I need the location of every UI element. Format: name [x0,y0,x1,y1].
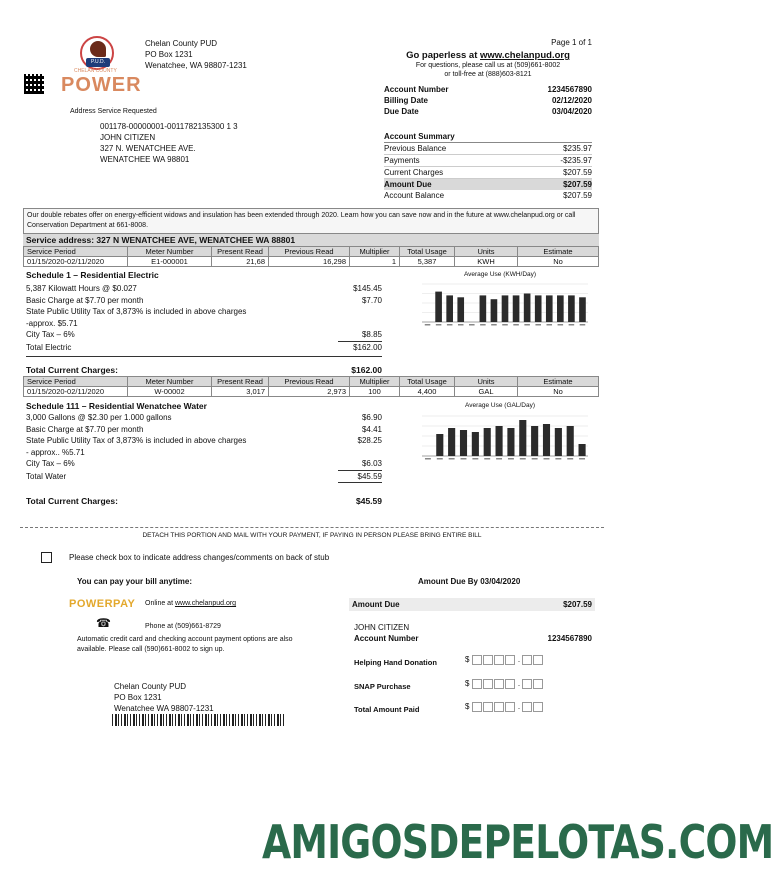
cell: 01/15/2020-02/11/2020 [24,387,128,397]
paperless-link[interactable]: www.chelanpud.org [480,50,570,61]
charge-line [26,283,382,295]
charge-label: 3,000 Gallons @ $2.30 per 1.000 gallons [26,413,172,422]
water-total [26,496,382,506]
summary-label: Previous Balance [384,144,447,153]
page-number: Page 1 of 1 [551,38,592,47]
chart-tick-mark [458,324,464,326]
chart-bar [484,428,491,456]
charge-label: - approx.. %5.71 [26,447,85,457]
pud-logo [80,36,114,70]
summary-value: $235.97 [563,144,592,153]
col-multiplier: Multiplier [350,247,400,257]
remit-name: Chelan County PUD [114,682,187,691]
remit-city: Wenatchee WA 98807-1231 [114,704,214,713]
cell: No [518,257,599,267]
qr-code-icon [24,74,44,94]
currency-symbol: $ [465,679,470,689]
chart-bar [457,297,464,322]
chart-bar [567,426,574,456]
chart-tick-mark [569,324,575,326]
phone-icon: ☎ [96,616,111,630]
chart-bar [446,295,453,322]
cell: 16,298 [269,257,350,267]
water-total-value: $45.59 [356,496,382,506]
charge-line [26,306,382,318]
col-meter-number: Meter Number [128,247,212,257]
chart-tick-mark [567,458,573,460]
cell: 1 [350,257,400,267]
charge-label: 5,387 Kilowatt Hours @ $0.027 [26,284,137,293]
cell: No [518,387,599,397]
chart-tick-mark [502,324,508,326]
col-present-read: Present Read [212,247,269,257]
charge-label: State Public Utility Tax of 3,873% is included in above charges [26,436,247,445]
charge-line [26,318,382,330]
chart-tick-mark [544,458,550,460]
chart-bar [435,292,442,322]
snap-field[interactable]: $ . [465,679,544,689]
cell: E1-000001 [128,257,212,267]
stub-customer-name: JOHN CITIZEN [354,623,410,632]
stub-account-number: 1234567890 [547,634,592,643]
summary-label: Account Balance [384,191,445,200]
chart-bar [568,295,575,322]
chart-bar [502,295,509,322]
chart-tick-mark [425,324,431,326]
online-pay [145,600,236,607]
rebate-notice: Our double rebates offer on energy-efficient widows and insulation has been extended through 2020. Learn how you can save now and in the future at www.chelanpud.org or call Conservation Department at 661-8008. [23,208,599,234]
chart-bar [513,295,520,322]
currency-symbol: $ [465,655,470,665]
stub-amount-due-value: $207.59 [563,600,592,609]
chart-bar [472,432,479,456]
water-meter-table [23,376,599,397]
charge-label: Total Water [26,471,67,481]
charge-label: State Public Utility Tax of 3,873% is included in above charges [26,307,247,316]
charge-line [26,471,382,484]
chart-tick-mark [491,324,497,326]
electric-usage-chart [410,280,590,330]
electric-charges [26,283,382,353]
service-address: Service address: 327 N WENATCHEE AVE, WENATCHEE WA 88801 [23,234,599,246]
chart-tick-mark [513,324,519,326]
electric-total-label: Total Current Charges: [26,365,118,375]
charge-value: $4.41 [361,424,382,434]
water-usage-chart [410,412,590,464]
summary-label: Payments [384,156,420,165]
tollfree-line: or toll-free at (888)603-8121 [444,71,532,78]
due-date: 03/04/2020 [551,107,592,116]
paperless-line [384,50,592,61]
chart-bar [579,297,586,322]
chart-tick-mark [436,324,442,326]
online-prefix: Online at [145,600,175,607]
cell: GAL [455,387,518,397]
water-chart-title: Average Use (GAL/Day) [465,402,535,409]
charge-label: City Tax – 6% [26,459,75,468]
chart-tick-mark [580,324,586,326]
utility-address1: PO Box 1231 [145,50,193,59]
amount-due-by: Amount Due By 03/04/2020 [418,577,521,586]
chart-tick-mark [579,458,585,460]
chart-tick-mark [480,324,486,326]
summary-label: Current Charges [384,168,444,177]
charge-line [26,447,382,459]
col-previous-read: Previous Read [269,247,350,257]
table-row [24,257,599,267]
chart-tick-mark [520,458,526,460]
chart-bar [480,295,487,322]
customer-city: WENATCHEE WA 98801 [100,155,190,164]
cell: KWH [455,257,518,267]
col-estimate: Estimate [518,247,599,257]
stub-account [354,634,592,643]
water-total-label: Total Current Charges: [26,496,118,506]
electric-meter-table [23,246,599,267]
watermark: AMIGOSDEPELOTAS.COM [262,815,773,869]
electric-total-value: $162.00 [351,365,382,375]
charge-value: $162.00 [353,342,382,352]
summary-row-amount-due [384,179,592,190]
charge-line [26,329,382,342]
cell: 3,017 [212,387,269,397]
address-change-checkbox[interactable] [41,552,52,563]
col-service-period: Service Period [24,377,128,387]
summary-label: Amount Due [384,180,432,189]
charge-value: $6.90 [361,413,382,422]
charge-value: $8.85 [338,329,382,342]
customer-street: 327 N. WENATCHEE AVE. [100,144,196,153]
charge-label: Basic Charge at $7.70 per month [26,424,144,434]
chart-bar [507,428,514,456]
horse-icon [90,41,106,57]
chart-bar [531,426,538,456]
col-present-read: Present Read [212,377,269,387]
chart-tick-mark [425,458,431,460]
chart-bar [557,295,564,322]
summary-value: -$235.97 [560,156,592,165]
chart-tick-mark [535,324,541,326]
charge-label: -approx. $5.71 [26,318,78,328]
logo-small-text: CHELAN COUNTY [74,68,117,74]
col-service-period: Service Period [24,247,128,257]
chart-tick-mark [469,324,475,326]
checkbox-label: Please check box to indicate address changes/comments on back of stub [69,553,330,562]
chart-bar [436,434,443,456]
electric-schedule-title: Schedule 1 – Residential Electric [26,270,159,280]
col-multiplier: Multiplier [350,377,400,387]
cell: 2,973 [269,387,350,397]
logo-wordmark: POWER [61,74,142,96]
online-link[interactable]: www.chelanpud.org [174,600,237,607]
chart-tick-mark [555,458,561,460]
col-estimate: Estimate [518,377,599,387]
billing-date-label: Billing Date [384,96,429,105]
col-units: Units [455,247,518,257]
chart-tick-mark [558,324,564,326]
paperless-prefix: Go paperless at [406,50,480,61]
charge-line [26,424,382,436]
postal-barcode [112,714,284,726]
account-info [384,84,592,117]
charge-line [26,342,382,354]
currency-symbol: $ [465,702,470,712]
customer-code: 001178-00000001-0011782135300 1 3 [100,122,238,131]
chart-bar [546,295,553,322]
charge-line [26,458,382,471]
summary-row [384,143,592,155]
due-date-label: Due Date [384,107,419,116]
chart-tick-mark [449,458,455,460]
charge-line [26,295,382,307]
utility-address [145,38,247,71]
cell: 5,387 [400,257,455,267]
chart-tick-mark [461,458,467,460]
col-units: Units [455,377,518,387]
chart-tick-mark [484,458,490,460]
account-number-label: Account Number [384,85,449,94]
charge-label: Basic Charge at $7.70 per month [26,295,144,305]
col-previous-read: Previous Read [269,377,350,387]
logo-badge: P.U.D. [86,58,110,67]
remit-po: PO Box 1231 [114,693,162,702]
charge-value: $6.03 [338,458,382,471]
electric-chart-title: Average Use (KWH/Day) [463,271,537,278]
chart-tick-mark [437,458,443,460]
chart-tick-mark [472,458,478,460]
powerpay-logo: POWERPAY [69,598,136,610]
col-meter-number: Meter Number [128,377,212,387]
summary-row [384,190,592,201]
charge-value: $145.45 [353,284,382,293]
utility-name: Chelan County PUD [145,39,218,48]
helping-hand-label: Helping Hand Donation [354,658,437,667]
chart-bar [524,294,531,323]
chart-bar [519,420,526,456]
table-row [24,387,599,397]
summary-row [384,167,592,179]
stub-amount-due [349,598,595,611]
chart-bar [448,428,455,456]
water-schedule-title: Schedule 111 – Residential Wenatchee Water [26,401,207,411]
questions-line: For questions, please call us at (509)661-8002 [415,62,561,69]
cell: 4,400 [400,387,455,397]
helping-hand-field[interactable]: $ . [465,655,544,665]
service-requested: Address Service Requested [70,108,157,115]
snap-label: SNAP Purchase [354,682,411,691]
detach-line [20,527,604,528]
charge-line [26,435,382,447]
chart-tick-mark [447,324,453,326]
total-paid-label: Total Amount Paid [354,705,420,714]
pay-anytime: You can pay your bill anytime: [77,577,192,586]
cell: 100 [350,387,400,397]
charge-value: $45.59 [338,471,382,484]
account-summary-title: Account Summary [384,131,592,143]
col-total-usage: Total Usage [400,377,455,387]
charge-label: Total Electric [26,342,72,352]
chart-tick-mark [532,458,538,460]
account-number: 1234567890 [547,85,592,94]
cell: 21,68 [212,257,269,267]
remit-address [114,681,214,714]
divider [26,356,382,357]
billing-date: 02/12/2020 [551,96,592,105]
cell: W-00002 [128,387,212,397]
customer-address [100,121,238,165]
customer-name: JOHN CITIZEN [100,133,156,142]
electric-total [26,365,382,375]
chart-tick-mark [547,324,553,326]
col-total-usage: Total Usage [400,247,455,257]
utility-address2: Wenatchee, WA 98807-1231 [145,61,247,70]
phone-pay: Phone at (509)661-8729 [145,623,221,630]
chart-tick-mark [524,324,530,326]
total-paid-field[interactable]: $ . [465,702,544,712]
charge-value: $28.25 [357,436,382,445]
charge-value: $7.70 [361,295,382,305]
chart-bar [491,299,498,322]
summary-value: $207.59 [563,168,592,177]
cell: 01/15/2020-02/11/2020 [24,257,128,267]
chart-bar [496,426,503,456]
chart-tick-mark [496,458,502,460]
detach-instructions: DETACH THIS PORTION AND MAIL WITH YOUR PAYMENT, IF PAYING IN PERSON PLEASE BRING ENTIRE BILL [142,532,482,539]
chart-bar [460,430,467,456]
summary-value: $207.59 [563,180,592,189]
account-summary [384,131,592,201]
summary-row [384,155,592,167]
chart-bar [579,444,586,456]
water-charges [26,412,382,483]
stub-amount-due-label: Amount Due [352,600,400,609]
charge-label: City Tax – 6% [26,330,75,339]
stub-account-label: Account Number [354,634,419,643]
chart-bar [543,424,550,456]
autopay-info: Automatic credit card and checking account payment options are also available. Please call (590)661-8002 to sign up. [77,636,293,653]
chart-tick-mark [508,458,514,460]
chart-bar [555,428,562,456]
summary-value: $207.59 [563,191,592,200]
charge-line [26,412,382,424]
chart-bar [535,295,542,322]
